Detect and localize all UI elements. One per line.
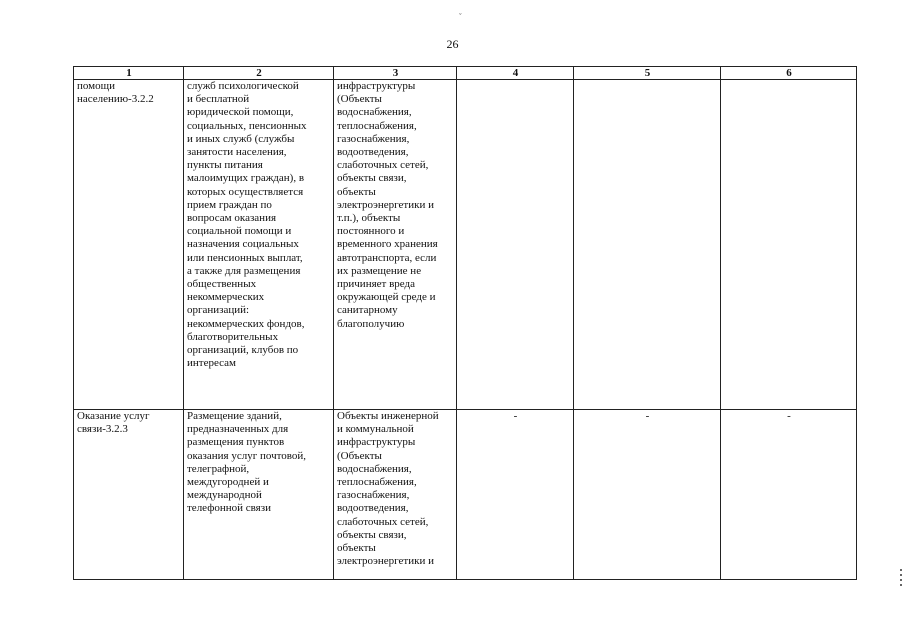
cell-text-line: организаций, клубов по — [187, 344, 299, 357]
cell-text-line: оказания услуг почтовой, — [187, 449, 307, 462]
cell-text-line: Оказание услуг — [77, 410, 150, 422]
cell-text-line: (Объекты — [337, 93, 382, 106]
cell-text-line: благополучию — [337, 317, 405, 330]
cell-text-line: малоимущих граждан), в — [187, 172, 305, 185]
cell-text-line: организаций: — [187, 304, 250, 317]
cell-text-line: электроэнергетики и — [337, 555, 434, 568]
cell-description — [184, 410, 334, 580]
header-col-3: 3 — [334, 67, 457, 80]
header-col-2: 2 — [184, 67, 334, 80]
cell-col-4: - — [457, 410, 574, 580]
cell-description — [184, 80, 334, 410]
cell-text-line: некоммерческих фондов, — [187, 317, 305, 330]
cell-text-line: теплоснабжения, — [337, 119, 417, 132]
cell-text-line: газоснабжения, — [337, 489, 410, 502]
cell-text-line: интересам — [187, 357, 236, 370]
header-col-1: 1 — [74, 67, 184, 80]
header-col-6: 6 — [721, 67, 857, 80]
cell-text-line: прием граждан по — [187, 198, 272, 211]
cell-text-line: автотранспорта, если — [337, 251, 437, 264]
cell-text-line: причиняет вреда — [337, 278, 415, 291]
cell-text-line: населению-3.2.2 — [77, 93, 154, 106]
cell-text-line: Объекты инженерной — [337, 410, 439, 422]
header-col-5: 5 — [574, 67, 721, 80]
cell-text-line: междугородней и — [187, 476, 269, 489]
page-number: 26 — [446, 37, 459, 51]
cell-text-line: окружающей среде и — [337, 291, 436, 304]
cell-text-line: газоснабжения, — [337, 132, 410, 145]
header-col-4: 4 — [457, 67, 574, 80]
cell-text-line: санитарному — [337, 304, 398, 317]
cell-text-line: служб психологической — [187, 80, 299, 92]
cell-text-line: связи-3.2.3 — [77, 423, 128, 436]
table-row — [74, 410, 857, 580]
cell-text-line: водоотведения, — [337, 502, 409, 515]
cell-text-line: объекты связи, — [337, 172, 407, 185]
cell-text-line: объекты — [337, 185, 376, 198]
cell-text-line: телеграфной, — [187, 462, 250, 475]
scan-margin-marks — [899, 566, 903, 589]
table-body — [74, 80, 857, 580]
cell-text-line: водоснабжения, — [337, 462, 412, 475]
cell-text-line: постоянного и — [337, 225, 405, 238]
cell-text-line: объекты связи, — [337, 528, 407, 541]
cell-col-5: - — [574, 410, 721, 580]
cell-text-line: общественных — [187, 278, 257, 291]
cell-col-4 — [457, 80, 574, 410]
cell-text-line: объекты — [337, 542, 376, 555]
cell-use-type — [74, 410, 184, 580]
cell-text-line: занятости населения, — [187, 146, 287, 159]
cell-col-5 — [574, 80, 721, 410]
cell-permitted-objects — [334, 410, 457, 580]
cell-text-line: их размещение не — [337, 264, 422, 277]
table-header-row — [74, 67, 857, 80]
cell-permitted-objects — [334, 80, 457, 410]
cell-col-6 — [721, 80, 857, 410]
cell-text-line: водоснабжения, — [337, 106, 412, 119]
cell-text-line: юридической помощи, — [187, 106, 294, 119]
cell-text-line: слаботочных сетей, — [337, 159, 429, 172]
cell-text-line: назначения социальных — [187, 238, 299, 251]
cell-text-line: телефонной связи — [187, 502, 271, 515]
cell-text-line: или пенсионных выплат, — [187, 251, 303, 264]
cell-text-line: предназначенных для — [187, 423, 289, 436]
cell-text-line: (Объекты — [337, 449, 382, 462]
cell-text-line: которых осуществляется — [187, 185, 304, 198]
cell-text-line: слаботочных сетей, — [337, 515, 429, 528]
cell-text-line: благотворительных — [187, 330, 279, 343]
cell-text-line: а также для размещения — [187, 264, 301, 277]
cell-text-line: т.п.), объекты — [337, 212, 401, 225]
cell-text-line: и иных служб (службы — [187, 132, 295, 145]
cell-text-line: социальных, пенсионных — [187, 119, 307, 132]
cell-text-line: вопросам оказания — [187, 212, 277, 225]
cell-text-line: некоммерческих — [187, 291, 265, 304]
cell-text-line: и бесплатной — [187, 93, 250, 106]
cell-text-line: Размещение зданий, — [187, 410, 282, 422]
cell-text-line: временного хранения — [337, 238, 438, 251]
cell-text-line: электроэнергетики и — [337, 198, 434, 211]
cell-text-line: теплоснабжения, — [337, 476, 417, 489]
cell-text-line: пункты питания — [187, 159, 263, 172]
cell-text-line: размещения пунктов — [187, 436, 285, 449]
cell-text-line: водоотведения, — [337, 146, 409, 159]
cell-text-line: и коммунальной — [337, 423, 414, 436]
scan-mark: ˇ — [459, 12, 462, 21]
cell-text-line: международной — [187, 489, 262, 502]
cell-col-6: - — [721, 410, 857, 580]
cell-text-line: инфраструктуры — [337, 80, 416, 92]
cell-text-line: инфраструктуры — [337, 436, 416, 449]
cell-text-line: социальной помощи и — [187, 225, 292, 238]
table-row — [74, 80, 857, 410]
cell-use-type — [74, 80, 184, 410]
zoning-table — [73, 66, 857, 580]
cell-text-line: помощи — [77, 80, 115, 92]
